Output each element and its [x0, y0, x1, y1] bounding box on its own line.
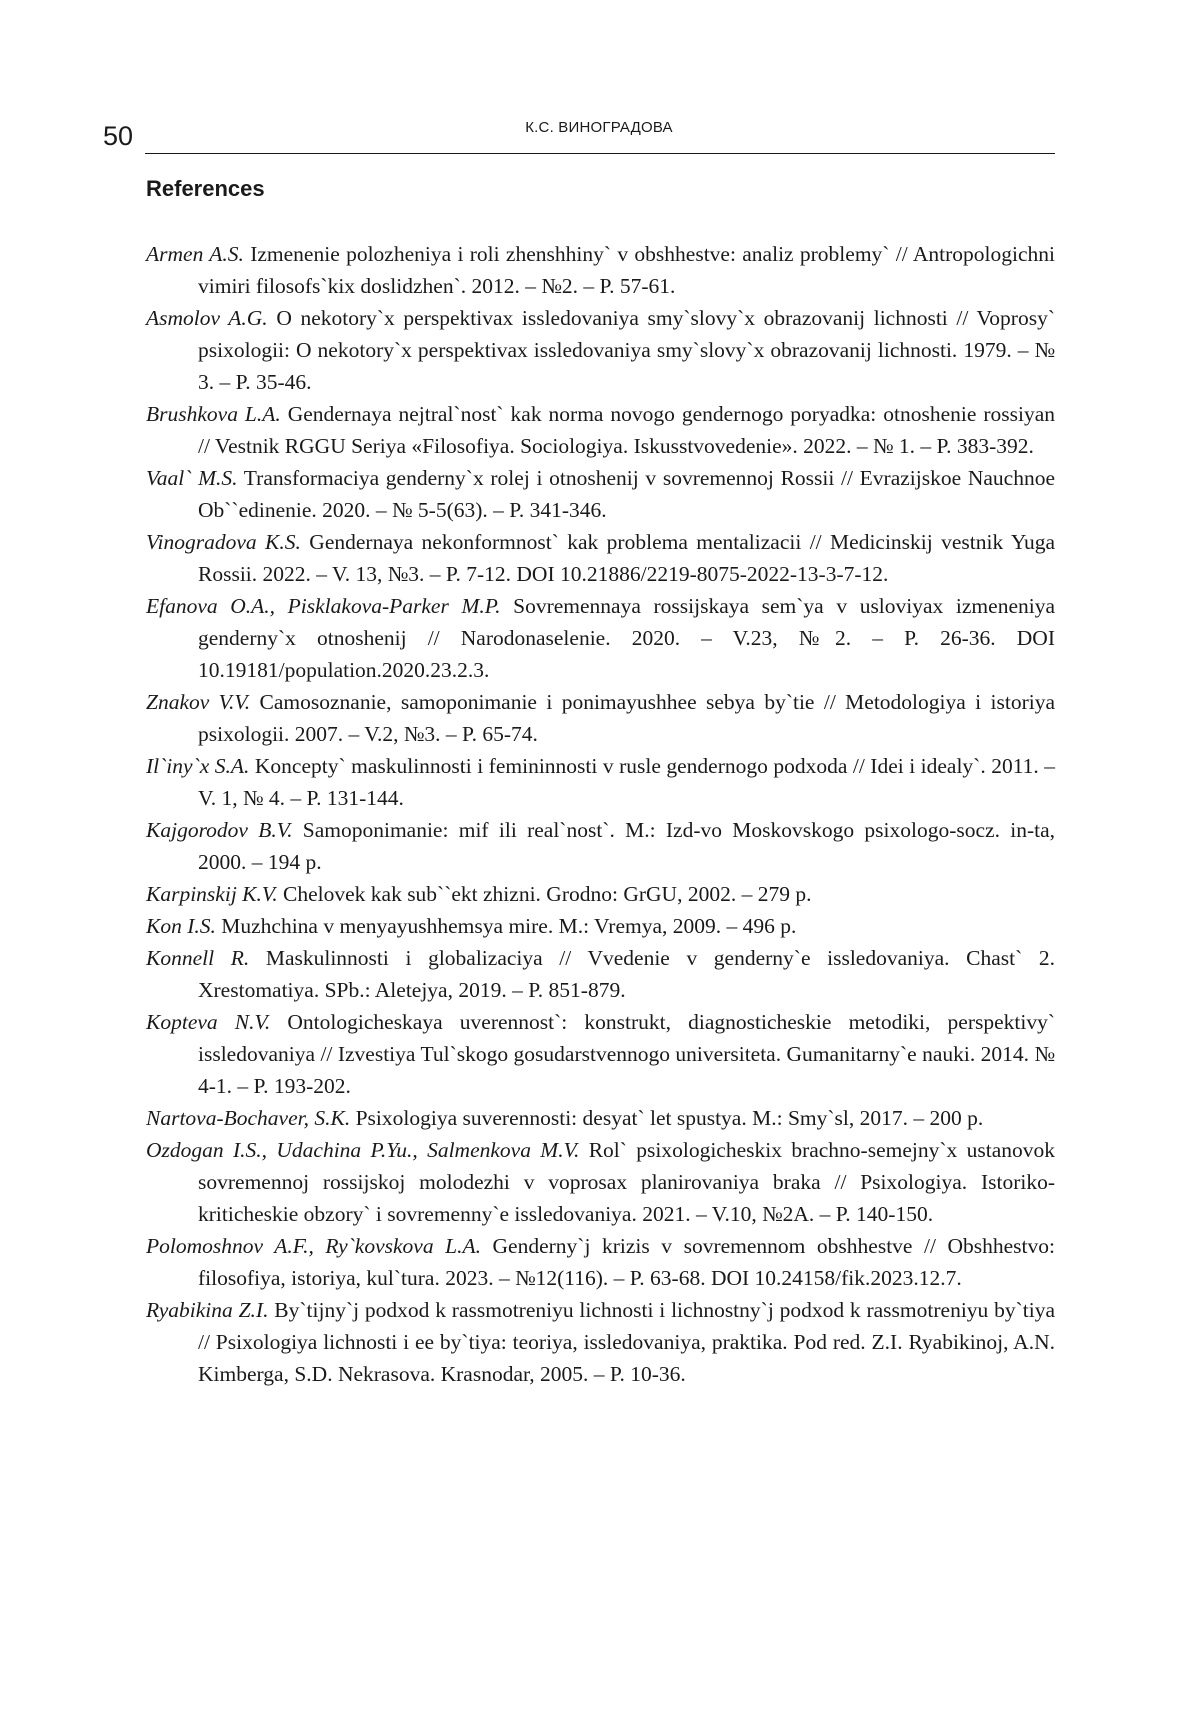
reference-list — [146, 238, 1055, 1390]
reference-entry — [146, 302, 1055, 398]
reference-text: Psixologiya suverennosti: desyat` let spustya. M.: Smy`sl, 2017. – 200 p. — [355, 1106, 984, 1130]
reference-text: Izmenenie polozheniya i roli zhenshhiny` v obshhestve: analiz problemy` // Antropologichni vimiri filosofs`kix doslidzhen`. 2012. – №2. – P. 57-61. — [198, 242, 1055, 298]
reference-entry — [146, 1230, 1055, 1294]
reference-author: Ozdogan I.S., Udachina P.Yu., Salmenkova M.V. — [146, 1138, 580, 1162]
reference-entry — [146, 878, 1055, 910]
reference-text: Ontologicheskaya uverennost`: konstrukt, diagnosticheskie metodiki, perspektivy` issledovaniya // Izvestiya Tul`skogo gosudarstvennogo universiteta. Gumanitarny`e nauki. 2014. № 4-1. – P. 193-202. — [198, 1010, 1056, 1098]
reference-author: Kopteva N.V. — [146, 1010, 271, 1034]
reference-entry — [146, 910, 1055, 942]
reference-author: Karpinskij K.V. — [146, 882, 278, 906]
reference-author: Nartova-Bochaver, S.K. — [146, 1106, 351, 1130]
reference-author: Znakov V.V. — [146, 690, 251, 714]
page-number: 50 — [103, 121, 134, 151]
reference-author: Kajgorodov B.V. — [146, 818, 293, 842]
reference-text: Rol` psixologicheskix brachno-semejny`x ustanovok sovremennoj rossijskoj molodezhi v voprosax planirovaniya braka // Psixologiya. Istoriko-kriticheskie obzory` i sovremenny`e issledovaniya. 2021. – V.10, №2A. – P. 140-150. — [198, 1138, 1056, 1226]
reference-entry — [146, 238, 1055, 302]
reference-text: Maskulinnosti i globalizaciya // Vvedenie v genderny`e issledovaniya. Chast` 2. Xrestomatiya. SPb.: Aletejya, 2019. – P. 851-879. — [198, 946, 1056, 1002]
reference-text: Samoponimanie: mif ili real`nost`. M.: Izd-vo Moskovskogo psixologo-socz. in-ta, 2000. – 194 p. — [198, 818, 1055, 874]
reference-entry — [146, 1102, 1055, 1134]
reference-author: Il`iny`x S.A. — [146, 754, 250, 778]
reference-entry — [146, 686, 1055, 750]
references-heading: References — [146, 176, 265, 201]
reference-text: Camosoznanie, samoponimanie i ponimayushhee sebya by`tie // Metodologiya i istoriya psixologii. 2007. – V.2, №3. – P. 65-74. — [198, 690, 1055, 746]
reference-entry — [146, 1006, 1055, 1102]
reference-entry — [146, 526, 1055, 590]
reference-author: Vinogradova K.S. — [146, 530, 301, 554]
page-header — [103, 117, 1055, 157]
reference-text: Koncepty` maskulinnosti i femininnosti v rusle gendernogo podxoda // Idei i idealy`. 2011. – V. 1, № 4. – P. 131-144. — [198, 754, 1056, 810]
reference-author: Efanova O.A., Pisklakova-Parker M.P. — [146, 594, 501, 618]
reference-text: Gendernaya nekonformnost` kak problema mentalizacii // Medicinskij vestnik Yuga Rossii. 2022. – V. 13, №3. – P. 7-12. DOI 10.21886/2219-8075-2022-13-3-7-12. — [198, 530, 1056, 586]
reference-entry — [146, 462, 1055, 526]
reference-text: Gendernaya nejtral`nost` kak norma novogo gendernogo poryadka: otnoshenie rossiyan // Vestnik RGGU Seriya «Filosofiya. Sociologiya. Iskusstvovedenie». 2022. – № 1. – P. 383-392. — [198, 402, 1055, 458]
reference-text: By`tijny`j podxod k rassmotreniyu lichnosti i lichnostny`j podxod k rassmotreniyu by`tiya // Psixologiya lichnosti i ee by`tiya: teoriya, issledovaniya, praktika. Pod red. Z.I. Ryabikinoj, A.N. Kimberga, S.D. Nekrasova. Krasnodar, 2005. – P. 10-36. — [198, 1298, 1056, 1386]
reference-entry — [146, 398, 1055, 462]
reference-author: Brushkova L.A. — [146, 402, 281, 426]
reference-author: Asmolov A.G. — [146, 306, 268, 330]
reference-text: O nekotory`x perspektivax issledovaniya smy`slovy`x obrazovanij lichnosti // Voprosy` psixologii: O nekotory`x perspektivax issledovaniya smy`slovy`x obrazovanij lichnosti. 1979. – № 3. – P. 35-46. — [198, 306, 1055, 394]
reference-text: Chelovek kak sub``ekt zhizni. Grodno: GrGU, 2002. – 279 p. — [283, 882, 812, 906]
reference-author: Vaal` M.S. — [146, 466, 238, 490]
reference-text: Genderny`j krizis v sovremennom obshhestve // Obshhestvo: filosofiya, istoriya, kul`tura. 2023. – №12(116). – P. 63-68. DOI 10.24158/fik.2023.12.7. — [198, 1234, 1055, 1290]
running-title: К.С. ВИНОГРАДОВА — [525, 119, 673, 136]
reference-entry — [146, 942, 1055, 1006]
reference-entry — [146, 1294, 1055, 1390]
reference-text: Sovremennaya rossijskaya sem`ya v usloviyax izmeneniya genderny`x otnoshenij // Narodonaselenie. 2020. – V.23, №2. – P. 26-36. DOI 10.19181/population.2020.23.2.3. — [198, 594, 1056, 682]
reference-author: Konnell R. — [146, 946, 250, 970]
reference-author: Armen A.S. — [146, 242, 244, 266]
reference-author: Ryabikina Z.I. — [146, 1298, 269, 1322]
reference-entry — [146, 814, 1055, 878]
reference-text: Muzhchina v menyayushhemsya mire. M.: Vremya, 2009. – 496 p. — [221, 914, 797, 938]
reference-author: Kon I.S. — [146, 914, 216, 938]
header-divider — [145, 153, 1055, 154]
reference-text: Transformaciya genderny`x rolej i otnoshenij v sovremennoj Rossii // Evrazijskoe Nauchnoe Ob``edinenie. 2020. – № 5-5(63). – P. 341-346. — [198, 466, 1055, 522]
reference-entry — [146, 750, 1055, 814]
reference-author: Polomoshnov A.F., Ry`kovskova L.A. — [146, 1234, 481, 1258]
reference-entry — [146, 590, 1055, 686]
reference-entry — [146, 1134, 1055, 1230]
